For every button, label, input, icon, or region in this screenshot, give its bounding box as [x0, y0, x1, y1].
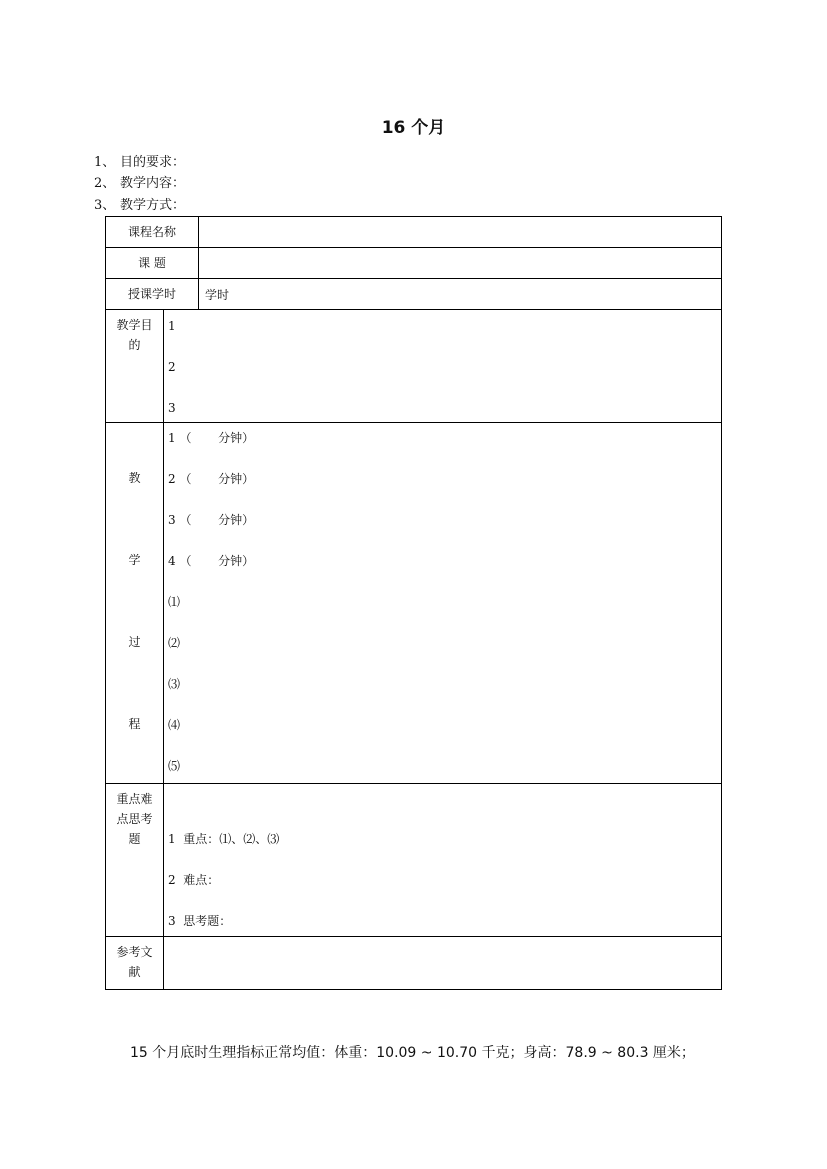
list-item: 1 （ 分钟）: [168, 431, 255, 445]
key-points-cell[interactable]: [164, 784, 722, 937]
list-item: 2: [168, 360, 176, 374]
page-title: 16 个月: [381, 118, 446, 138]
intro-item-method: [94, 197, 185, 215]
list-item: 1: [168, 319, 176, 333]
label-char: 学: [128, 553, 141, 567]
list-item: 1 重点：⑴、⑵、⑶: [168, 832, 280, 846]
list-item: ⑶: [168, 677, 181, 691]
list-item: 2 难点：: [168, 873, 220, 887]
course-name-cell[interactable]: [199, 217, 722, 248]
lesson-plan-table: [105, 216, 722, 990]
list-item: ⑵: [168, 636, 181, 650]
table-row: [106, 784, 722, 937]
intro-item-goals: [94, 154, 185, 172]
intro-item-number: 2、: [94, 176, 116, 191]
label-char: 过: [128, 635, 141, 649]
table-row: [106, 279, 722, 310]
course-name-label: 课程名称: [106, 217, 199, 248]
teaching-process-cell[interactable]: [164, 423, 722, 784]
list-item: ⑸: [168, 759, 181, 773]
table-row: [106, 423, 722, 784]
intro-item-number: 3、: [94, 198, 116, 213]
intro-item-text: 教学内容：: [120, 176, 186, 191]
table-row: [106, 937, 722, 990]
label-char: 程: [128, 717, 141, 731]
intro-item-content: [94, 175, 185, 193]
list-item: ⑷: [168, 718, 181, 732]
table-row: [106, 248, 722, 279]
list-item: 3 思考题：: [168, 914, 232, 928]
references-cell[interactable]: [164, 937, 722, 990]
list-item: 3 （ 分钟）: [168, 513, 255, 527]
topic-label: 课 题: [106, 248, 199, 279]
label-line: 点思考: [116, 812, 153, 826]
intro-item-text: 目的要求：: [120, 155, 186, 170]
list-item: 3: [168, 401, 176, 415]
table-row: [106, 310, 722, 423]
table-row: [106, 217, 722, 248]
teaching-hours-cell[interactable]: 学时: [199, 279, 722, 310]
teaching-hours-label: 授课学时: [106, 279, 199, 310]
label-line: 参考文: [116, 945, 153, 959]
intro-item-text: 教学方式：: [120, 198, 186, 213]
key-points-label: [106, 784, 164, 937]
label-line: 重点难: [116, 792, 153, 806]
label-line: 题: [128, 832, 141, 846]
list-item: 4 （ 分钟）: [168, 554, 255, 568]
list-item: 2 （ 分钟）: [168, 472, 255, 486]
label-char: 教: [128, 471, 141, 485]
label-line: 献: [128, 965, 141, 979]
teaching-goal-cell[interactable]: [164, 310, 722, 423]
teaching-goal-label: [106, 310, 164, 423]
references-label: [106, 937, 164, 990]
label-line: 教学目: [116, 318, 153, 332]
intro-item-number: 1、: [94, 155, 116, 170]
label-line: 的: [128, 338, 141, 352]
teaching-process-label: [106, 423, 164, 784]
topic-cell[interactable]: [199, 248, 722, 279]
list-item: ⑴: [168, 595, 181, 609]
physiology-note: 15 个月底时生理指标正常均值：体重：10.09 ~ 10.70 千克；身高：78.9 ~ 80.3 厘米；: [130, 1045, 695, 1061]
